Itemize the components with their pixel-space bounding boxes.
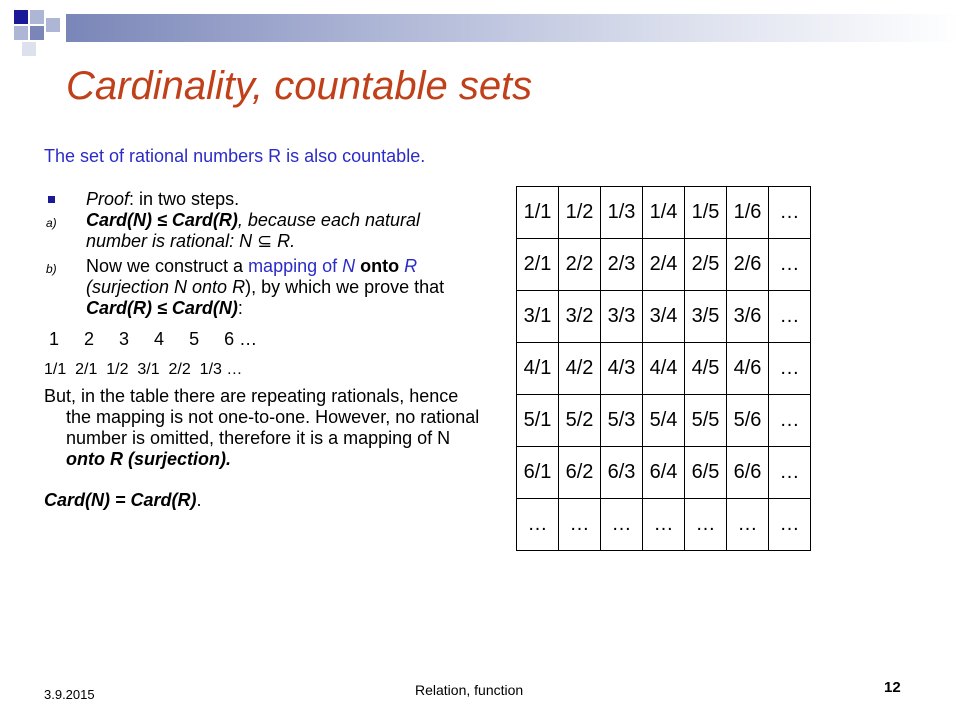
table-cell: 3/6 <box>727 291 769 343</box>
table-cell: 3/3 <box>601 291 643 343</box>
step-b-t1: Now we construct a <box>86 256 249 276</box>
step-b-onto: onto <box>355 256 400 276</box>
table-cell: 6/3 <box>601 447 643 499</box>
table-cell: 6/1 <box>517 447 559 499</box>
naturals-row: 1 2 3 4 5 6 … <box>44 329 258 349</box>
table-cell: 6/4 <box>643 447 685 499</box>
slide-body <box>44 146 484 511</box>
table-cell: 2/2 <box>559 239 601 291</box>
table-cell: 2/3 <box>601 239 643 291</box>
step-b-card: Card(R) ≤ Card(N) <box>86 298 238 318</box>
conclusion-t2: onto R (surjection). <box>66 449 231 469</box>
table-row <box>517 343 811 395</box>
footer-title: Relation, function <box>415 682 524 698</box>
page-number: 12 <box>884 679 901 696</box>
table-cell: 1/4 <box>643 187 685 239</box>
step-b-label: b) <box>46 262 57 276</box>
footer-date: 3.9.2015 <box>44 687 95 702</box>
table-row <box>517 291 811 343</box>
deco-square-6 <box>22 42 36 56</box>
table-cell: 5/1 <box>517 395 559 447</box>
table-cell: … <box>769 187 811 239</box>
final-bold: Card(N) = Card(R) <box>44 490 197 510</box>
table-cell: 4/1 <box>517 343 559 395</box>
final-statement <box>44 490 484 511</box>
deco-square-3 <box>14 26 28 40</box>
step-b-surjection: (surjection N onto R <box>86 277 246 297</box>
rationals-table <box>516 186 811 551</box>
table-cell: 5/4 <box>643 395 685 447</box>
table-cell: … <box>727 499 769 551</box>
table-cell: … <box>769 447 811 499</box>
proof-lead: Proof <box>86 189 130 209</box>
conclusion-t1: But, in the table there are repeating rationals, hence the mapping is not one-to-one. However, no rational number is omitted, therefore it is a mapping of N <box>44 386 480 448</box>
table-cell: 5/2 <box>559 395 601 447</box>
step-a <box>44 210 484 252</box>
table-cell: 3/2 <box>559 291 601 343</box>
table-cell: 5/6 <box>727 395 769 447</box>
table-cell: 2/4 <box>643 239 685 291</box>
table-cell: … <box>601 499 643 551</box>
rationals-row: 1/1 2/1 1/2 3/1 2/2 1/3 … <box>44 361 243 378</box>
table-cell: 2/6 <box>727 239 769 291</box>
table-row <box>517 447 811 499</box>
table-cell: 4/6 <box>727 343 769 395</box>
table-cell: 2/5 <box>685 239 727 291</box>
deco-square-4 <box>30 26 44 40</box>
table-cell: 3/1 <box>517 291 559 343</box>
deco-square-2 <box>30 10 44 24</box>
table-row <box>517 239 811 291</box>
table-cell: … <box>559 499 601 551</box>
table-cell: 3/4 <box>643 291 685 343</box>
conclusion-text <box>44 386 484 470</box>
table-cell: 4/4 <box>643 343 685 395</box>
step-a-label: a) <box>46 216 57 230</box>
table-cell: 4/3 <box>601 343 643 395</box>
table-cell: 1/5 <box>685 187 727 239</box>
square-bullet-icon <box>48 196 55 203</box>
table-cell: … <box>517 499 559 551</box>
table-cell: … <box>769 395 811 447</box>
table-cell: 6/6 <box>727 447 769 499</box>
table-cell: 6/5 <box>685 447 727 499</box>
table-cell: 1/1 <box>517 187 559 239</box>
deco-square-1 <box>14 10 28 24</box>
header-band <box>66 14 960 42</box>
table-cell: 5/3 <box>601 395 643 447</box>
table-cell: 5/5 <box>685 395 727 447</box>
step-a-italic: , because each natural number is rational: N ⊆ R. <box>86 210 421 251</box>
table-cell: 4/5 <box>685 343 727 395</box>
table-cell: 6/2 <box>559 447 601 499</box>
table-cell: 2/1 <box>517 239 559 291</box>
proof-rest: : in two steps. <box>129 189 240 209</box>
slide-title: Cardinality, countable sets <box>66 64 533 108</box>
deco-square-5 <box>46 18 60 32</box>
table-cell: … <box>769 343 811 395</box>
step-a-bold: Card(N) ≤ Card(R) <box>86 210 238 230</box>
table-cell: … <box>685 499 727 551</box>
table-cell: 3/5 <box>685 291 727 343</box>
table-row <box>517 187 811 239</box>
step-b-t7: ), by which we prove that <box>245 277 445 297</box>
step-b <box>44 256 484 319</box>
proof-bullet <box>44 189 484 210</box>
step-b-r: R <box>399 256 418 276</box>
table-row <box>517 395 811 447</box>
table-cell: 1/2 <box>559 187 601 239</box>
step-b-colon: : <box>237 298 243 318</box>
final-end: . <box>196 490 202 510</box>
step-b-mapping: mapping of <box>248 256 343 276</box>
intro-text: The set of rational numbers R is also countable. <box>44 146 426 166</box>
table-cell: … <box>769 239 811 291</box>
table-cell: 1/3 <box>601 187 643 239</box>
table-cell: … <box>643 499 685 551</box>
table-cell: 4/2 <box>559 343 601 395</box>
table-row <box>517 499 811 551</box>
step-b-n: N <box>342 256 356 276</box>
table-cell: … <box>769 291 811 343</box>
table-cell: 1/6 <box>727 187 769 239</box>
table-cell: … <box>769 499 811 551</box>
